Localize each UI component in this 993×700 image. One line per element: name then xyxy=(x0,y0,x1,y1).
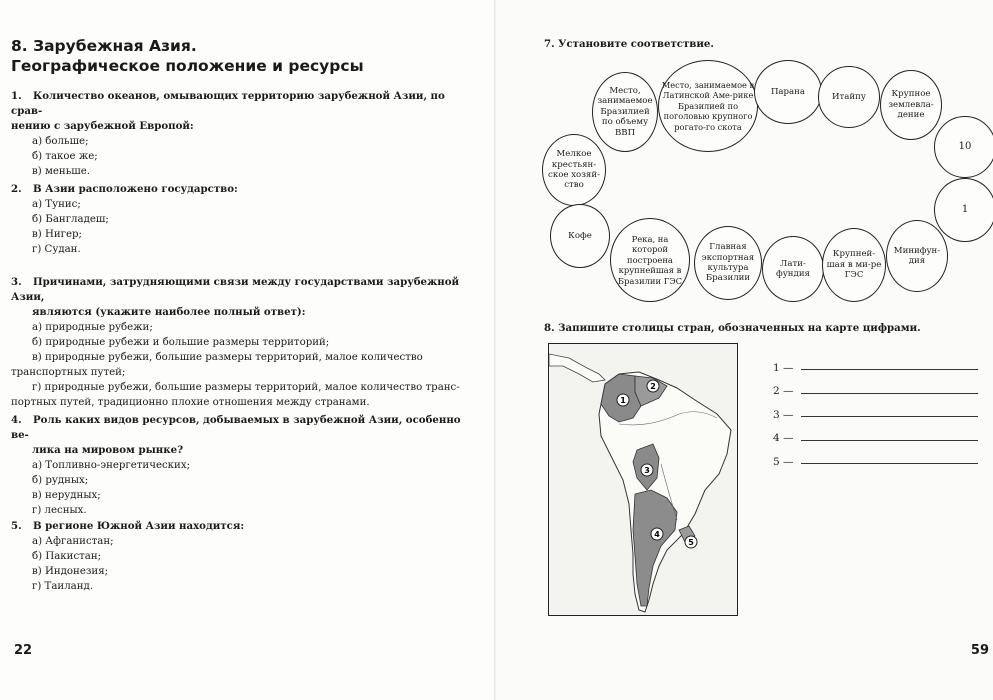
map-svg xyxy=(549,344,738,616)
answer-row-4[interactable]: 4 — xyxy=(773,427,978,451)
chain-circle: Главная экспортная культура Бразилии xyxy=(694,226,762,300)
answer-line[interactable] xyxy=(801,416,978,417)
svg-text:4: 4 xyxy=(654,530,660,539)
answer-row-5[interactable]: 5 — xyxy=(773,450,978,474)
chapter-title-line1: 8. Зарубежная Азия. xyxy=(11,37,197,55)
option: б) Бангладеш; xyxy=(32,214,109,225)
answer-lines xyxy=(773,356,978,474)
chain-circle: Крупное землевла-дение xyxy=(880,70,942,140)
answer-line[interactable] xyxy=(801,440,978,441)
question-7-title: 7. Установите соответствие. xyxy=(544,38,714,50)
map-marker-1 xyxy=(617,394,629,406)
page-number-left: 22 xyxy=(14,643,33,658)
option: а) Топливно-энергетических; xyxy=(32,460,191,471)
question-1: 1. Количество океанов, омывающих территорию зарубежной Азии, по срав- нению с зарубежной Европой: а) больше; б) такое же; в) меньше. xyxy=(11,89,461,179)
option: б) Пакистан; xyxy=(32,551,102,562)
answer-row-1[interactable]: 1 — xyxy=(773,356,978,380)
svg-text:1: 1 xyxy=(620,396,626,405)
option: б) природные рубежи и большие размеры территорий; xyxy=(32,337,330,348)
chain-circle: 1 xyxy=(934,178,993,242)
map-marker-5 xyxy=(685,536,697,548)
option-continuation: портных путей, традиционно плохие отношения между странами. xyxy=(11,397,370,408)
option: в) Нигер; xyxy=(32,229,82,240)
matching-chain xyxy=(496,0,993,310)
chain-circle: 10 xyxy=(934,116,993,178)
question-4: 4. Роль каких видов ресурсов, добываемых в зарубежной Азии, особенно ве- лика на мировом рынке? а) Топливно-энергетических; б) рудных; в) нерудных; г) лесных. xyxy=(11,414,461,516)
option-continuation: транспортных путей; xyxy=(11,367,126,378)
option: г) Таиланд. xyxy=(32,581,94,592)
question-5: 5. В регионе Южной Азии находится: а) Афганистан; б) Пакистан; в) Индонезия; г) Таиланд. xyxy=(11,519,461,594)
option: а) больше; xyxy=(32,136,89,147)
answer-line[interactable] xyxy=(801,463,978,464)
answer-row-3[interactable]: 3 — xyxy=(773,403,978,427)
answer-line[interactable] xyxy=(801,369,978,370)
chain-circle: Крупней-шая в ми-ре ГЭС xyxy=(822,228,886,302)
option: а) Тунис; xyxy=(32,199,81,210)
chain-circle: Итайпу xyxy=(818,66,880,128)
option: б) рудных; xyxy=(32,475,89,486)
chapter-title-line2: Географическое положение и ресурсы xyxy=(11,57,364,75)
page-number-right: 59 xyxy=(970,643,989,658)
option: в) Индонезия; xyxy=(32,566,109,577)
map-marker-2 xyxy=(647,380,659,392)
answer-line[interactable] xyxy=(801,393,978,394)
option: в) меньше. xyxy=(32,166,90,177)
option: а) Афганистан; xyxy=(32,536,114,547)
svg-text:2: 2 xyxy=(650,382,656,391)
option: б) такое же; xyxy=(32,151,98,162)
option: г) лесных. xyxy=(32,505,87,516)
chain-circle: Кофе xyxy=(550,204,610,268)
map-marker-3 xyxy=(641,464,653,476)
map-marker-4 xyxy=(651,528,663,540)
chain-circle: Место, занимаемое Бразилией по объему ВВП xyxy=(592,72,658,152)
question-8-title: 8. Запишите столицы стран, обозначенных на карте цифрами. xyxy=(544,322,921,334)
question-2: 2. В Азии расположено государство: а) Тунис; б) Бангладеш; в) Нигер; г) Судан. xyxy=(11,182,461,257)
chain-circle: Парана xyxy=(754,60,822,124)
chain-circle: Лати-фундия xyxy=(762,236,824,302)
answer-row-2[interactable]: 2 — xyxy=(773,380,978,404)
right-page xyxy=(496,0,993,700)
question-3: 3. Причинами, затрудняющими связи между государствами зарубежной Азии, являются (укажите наиболее полный ответ): а) природные рубежи; б) природные рубежи и большие размеры территорий; в) природные рубежи, большие размеры территорий, малое количество транспортных путей; г) природные рубежи, большие размеры территорий, малое количество транс- портных путей, традиционно плохие отношения между странами. xyxy=(11,276,460,408)
chain-circle: Минифун-дия xyxy=(886,220,948,292)
option: а) природные рубежи; xyxy=(32,322,153,333)
option: г) природные рубежи, большие размеры территорий, малое количество транс- xyxy=(32,382,460,393)
chain-circle: Мелкое крестьян-ское хозяй-ство xyxy=(542,134,606,206)
chain-circle: Река, на которой построена крупнейшая в Бразилии ГЭС xyxy=(610,218,690,302)
option: в) природные рубежи, большие размеры территорий, малое количество xyxy=(32,352,423,363)
option: в) нерудных; xyxy=(32,490,101,501)
south-america-map xyxy=(548,343,738,616)
chain-circle: Место, занимаемое в Латинской Аме-рике Бразилией по поголовью крупного рогато-го скота xyxy=(658,60,758,152)
svg-text:3: 3 xyxy=(644,466,650,475)
chapter-title xyxy=(11,36,364,76)
svg-text:5: 5 xyxy=(688,538,694,547)
option: г) Судан. xyxy=(32,244,81,255)
left-page xyxy=(0,0,496,700)
